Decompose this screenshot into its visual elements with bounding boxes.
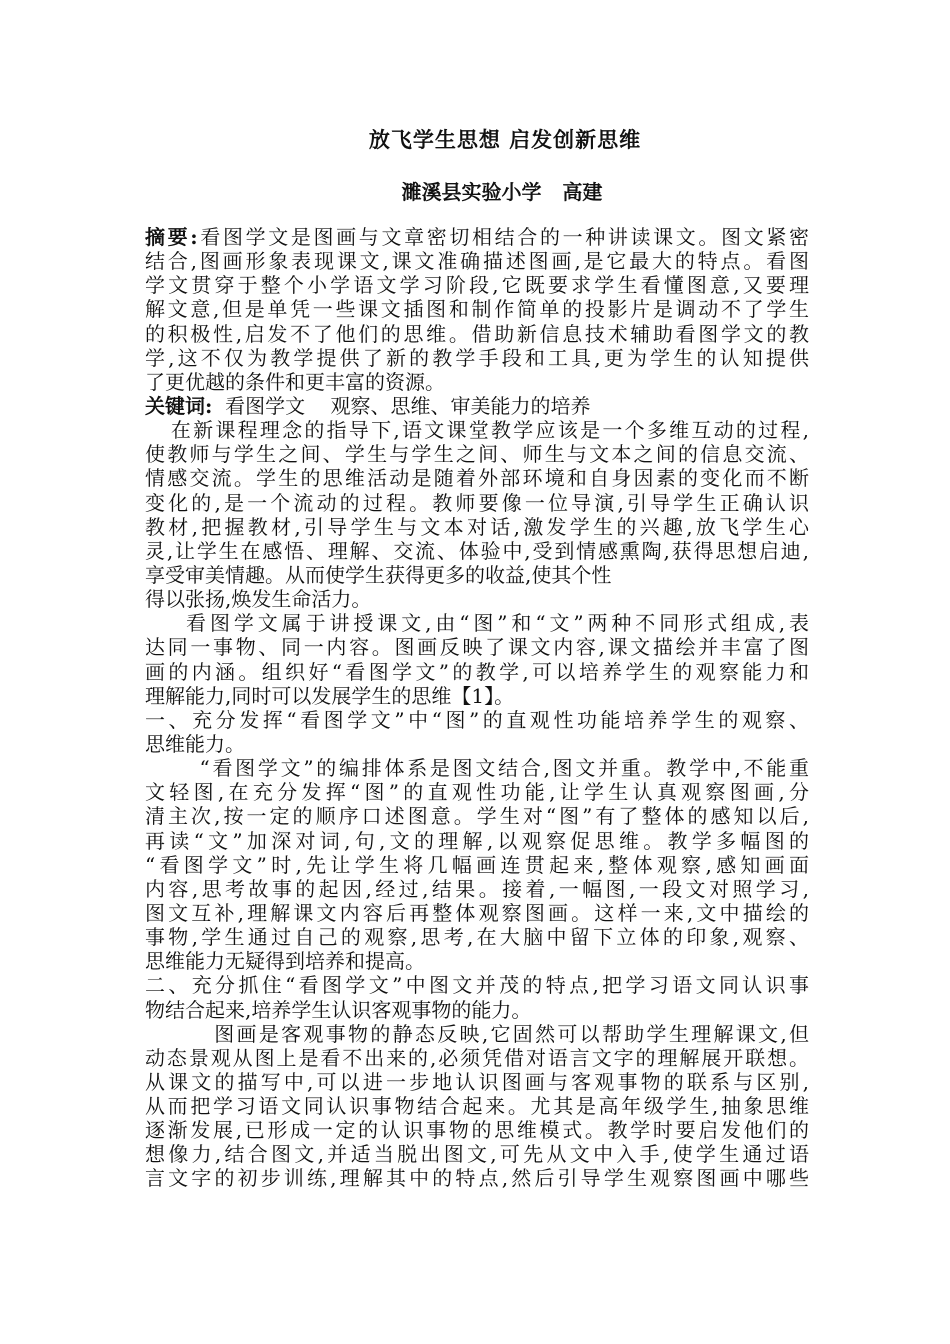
keywords-label: 关键词: xyxy=(145,393,213,418)
text-line xyxy=(145,1022,809,1046)
text-line-content: 解文意,但是单凭一些课文插图和制作简单的投影片是调动不了学生 xyxy=(145,297,809,322)
text-line-content: “看图学文”时,先让学生将几幅画连贯起来,整体观察,感知画面 xyxy=(145,852,809,877)
text-line xyxy=(145,1094,809,1118)
text-line xyxy=(145,394,809,418)
text-line xyxy=(145,732,809,756)
text-line xyxy=(145,1166,809,1190)
text-line xyxy=(145,756,809,780)
text-line xyxy=(145,491,809,515)
text-line xyxy=(145,853,809,877)
text-line-content: 事物,学生通过自己的观察,思考,在大脑中留下立体的印象,观察、 xyxy=(145,925,809,950)
text-line xyxy=(145,780,809,804)
text-line xyxy=(145,322,809,346)
text-line xyxy=(145,998,809,1022)
author-line: 濉溪县实验小学 高建 xyxy=(401,180,603,204)
text-line-content: 一、充分发挥“看图学文”中“图”的直观性功能培养学生的观察、 xyxy=(145,707,809,732)
text-line-content: 学文贯穿于整个小学语文学习阶段,它既要求学生看懂图意,又要理 xyxy=(145,273,809,298)
text-line-content: 看图学文属于讲授课文,由“图”和“文”两种不同形式组成,表 xyxy=(145,611,809,636)
text-line-content: 了更优越的条件和更丰富的资源。 xyxy=(145,369,445,394)
text-line xyxy=(145,1070,809,1094)
text-line xyxy=(145,297,809,321)
text-line-content: 言文字的初步训练,理解其中的特点,然后引导学生观察图画中哪些 xyxy=(145,1166,809,1191)
text-line-content: 使教师与学生之间、学生与学生之间、师生与文本之间的信息交流、 xyxy=(145,442,809,467)
text-line-content: 变化的,是一个流动的过程。教师要像一位导演,引导学生正确认识 xyxy=(145,490,809,515)
text-line-content: 物结合起来,培养学生认识客观事物的能力。 xyxy=(145,997,532,1022)
text-line-content: 文轻图,在充分发挥“图”的直观性功能,让学生认真观察图画,分 xyxy=(145,780,809,805)
text-line-content: 享受审美情趣。从而使学生获得更多的收益,使其个性 xyxy=(145,562,612,587)
text-line-content: 动态景观从图上是看不出来的,必须凭借对语言文字的理解展开联想。 xyxy=(145,1045,809,1070)
text-line-content: 清主次,按一定的顺序口述图意。学生对“图”有了整体的感知以后, xyxy=(145,804,809,829)
text-line-content: 图文互补,理解课文内容后再整体观察图画。这样一来,文中描绘的 xyxy=(145,900,809,925)
text-line xyxy=(145,804,809,828)
text-line xyxy=(145,539,809,563)
text-line-content: 学,这不仅为教学提供了新的教学手段和工具,更为学生的认知提供 xyxy=(145,345,809,370)
text-line xyxy=(145,660,809,684)
text-line xyxy=(145,925,809,949)
text-line-content: 画的内涵。组织好“看图学文”的教学,可以培养学生的观察能力和 xyxy=(145,659,809,684)
text-line xyxy=(145,563,809,587)
text-line xyxy=(145,273,809,297)
text-line xyxy=(145,442,809,466)
text-line-content: 逐渐发展,已形成一定的认识事物的思维模式。教学时要启发他们的 xyxy=(145,1118,809,1143)
text-line xyxy=(145,370,809,394)
text-line-content: 教材,把握教材,引导学生与文本对话,激发学生的兴趣,放飞学生心 xyxy=(145,514,809,539)
text-line xyxy=(145,1046,809,1070)
body-text xyxy=(145,225,809,1191)
text-line xyxy=(145,901,809,925)
text-line-content: 图画是客观事物的静态反映,它固然可以帮助学生理解课文,但 xyxy=(145,1021,809,1046)
text-line xyxy=(145,973,809,997)
text-line-content: 内容,思考故事的起因,经过,结果。接着,一幅图,一段文对照学习, xyxy=(145,876,809,901)
text-line-content: 想像力,结合图文,并适当脱出图文,可先从文中入手,使学生通过语 xyxy=(145,1142,809,1167)
text-line xyxy=(145,225,809,249)
text-line xyxy=(145,249,809,273)
text-line xyxy=(145,515,809,539)
text-line xyxy=(145,418,809,442)
text-line xyxy=(145,708,809,732)
text-line xyxy=(145,587,809,611)
text-line-content: 看图学文 观察、思维、审美能力的培养 xyxy=(212,393,591,418)
text-line xyxy=(145,466,809,490)
text-line-content: 达同一事物、同一内容。图画反映了课文内容,课文描绘并丰富了图 xyxy=(145,635,809,660)
text-line-content: 的积极性,启发不了他们的思维。借助新信息技术辅助看图学文的教 xyxy=(145,321,809,346)
text-line-content: “看图学文”的编排体系是图文结合,图文并重。教学中,不能重 xyxy=(145,756,809,781)
text-line xyxy=(145,635,809,659)
text-line-content: 得以张扬,焕发生命活力。 xyxy=(145,587,372,612)
text-line-content: 思维能力无疑得到培养和提高。 xyxy=(145,949,425,974)
text-line xyxy=(145,346,809,370)
text-line xyxy=(145,829,809,853)
text-line-content: 看图学文是图画与文章密切相结合的一种讲读课文。图文紧密 xyxy=(197,225,809,249)
text-line-content: 在新课程理念的指导下,语文课堂教学应该是一个多维互动的过程, xyxy=(145,418,809,443)
text-line-content: 情感交流。学生的思维活动是随着外部环境和自身因素的变化而不断 xyxy=(145,466,809,491)
text-line xyxy=(145,1142,809,1166)
text-line-content: 从而把学习语文同认识事物结合起来。尤其是高年级学生,抽象思维 xyxy=(145,1094,809,1119)
text-line-content: 思维能力。 xyxy=(145,731,245,756)
text-line xyxy=(145,1118,809,1142)
text-line xyxy=(145,611,809,635)
text-line-content: 二、充分抓住“看图学文”中图文并茂的特点,把学习语文同认识事 xyxy=(145,973,809,998)
document-title: 放飞学生思想 启发创新思维 xyxy=(368,127,642,152)
text-line xyxy=(145,877,809,901)
text-line-content: 理解能力,同时可以发展学生的思维【1】。 xyxy=(145,683,515,708)
text-line-content: 从课文的描写中,可以进一步地认识图画与客观事物的联系与区别, xyxy=(145,1069,809,1094)
abstract-label: 摘要: xyxy=(145,225,198,249)
text-line xyxy=(145,949,809,973)
text-line xyxy=(145,684,809,708)
text-line-content: 再读“文”加深对词,句,文的理解,以观察促思维。教学多幅图的 xyxy=(145,828,809,853)
text-line-content: 灵,让学生在感悟、理解、交流、体验中,受到情感熏陶,获得思想启迪, xyxy=(145,538,809,563)
text-line-content: 结合,图画形象表现课文,课文准确描述图画,是它最大的特点。看图 xyxy=(145,249,809,274)
